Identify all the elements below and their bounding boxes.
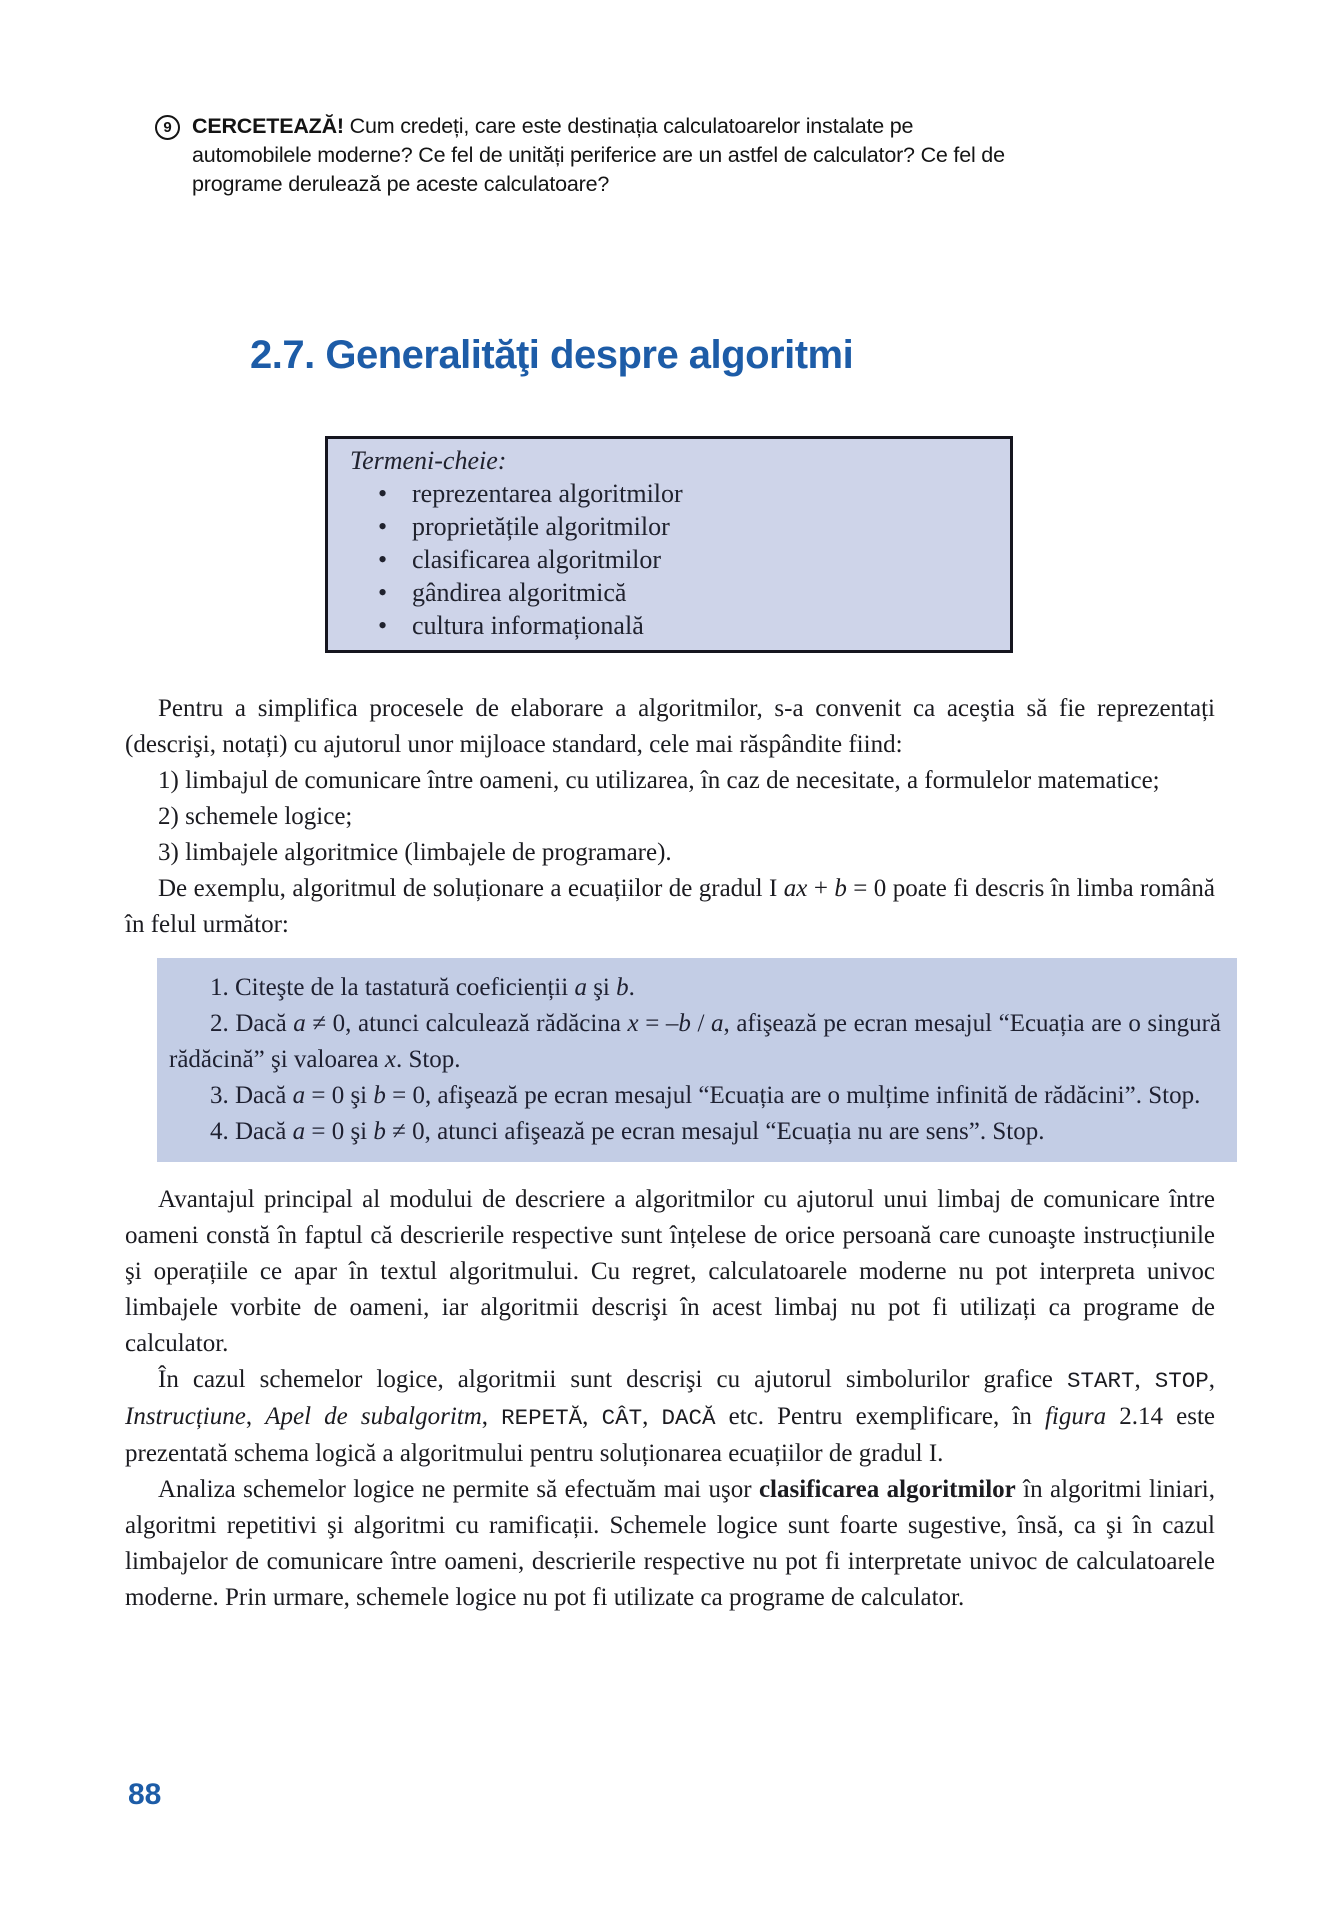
research-prompt [155, 112, 1023, 199]
algorithm-step: 3. Dacă a = 0 şi b = 0, afişează pe ecran mesajul “Ecuația are o mulțime infinită de rădăcini”. Stop. [210, 1082, 1201, 1109]
task-number-circle-icon: 9 [155, 115, 180, 140]
key-terms-item: • proprietățile algoritmilor [350, 510, 992, 543]
paragraph: 2) schemele logice; [158, 803, 353, 830]
key-terms-item: • reprezentarea algoritmilor [350, 477, 992, 510]
research-text: Cum credeți, care este destinația calculatoarelor instalate pe automobilele moderne? Ce fel de unități periferice are un astfel de calculator? Ce fel de programe derulează pe aceste calculatoare? [192, 114, 1005, 196]
algorithm-step: 4. Dacă a = 0 şi b ≠ 0, atunci afişează pe ecran mesajul “Ecuația nu are sens”. Stop. [210, 1118, 1045, 1145]
algorithm-steps-box [157, 958, 1237, 1162]
key-terms-list [350, 477, 992, 642]
paragraph: De exemplu, algoritmul de soluționare a ecuațiilor de gradul I ax + b = 0 poate fi descris în limba română în felul următor: [125, 875, 1215, 938]
paragraph: 1) limbajul de comunicare între oameni, cu utilizarea, în caz de necesitate, a formulelor matematice; [158, 767, 1160, 794]
paragraph: Avantajul principal al modului de descriere a algoritmilor cu ajutorul unui limbaj de comunicare între oameni constă în faptul că descrierile respective sunt înțelese de orice persoană care cunoaşte instrucțiunile şi operațiile ce apar în textul algoritmului. Cu regret, calculatoarele moderne nu pot interpreta univoc limbajele vorbite de oameni, iar algoritmii descrişi în acest limbaj nu pot fi utilizați ca programe de calculator. [125, 1186, 1215, 1357]
paragraph: Analiza schemelor logice ne permite să efectuăm mai uşor clasificarea algoritmilor în algoritmi liniari, algoritmi repetitivi şi algoritmi cu ramificații. Schemele logice sunt foarte sugestive, însă, ca şi în cazul limbajelor de comunicare între oameni, descrierile respective nu pot fi interpretate univoc de calculatoarele moderne. Prin urmare, schemele logice nu pot fi utilizate ca programe de calculator. [125, 1476, 1215, 1611]
key-terms-box [325, 436, 1013, 653]
section-heading: 2.7. Generalităţi despre algoritmi [250, 333, 854, 377]
key-terms-item: • clasificarea algoritmilor [350, 543, 992, 576]
body-text-intro [125, 691, 1215, 943]
research-label: CERCETEAZĂ! [192, 114, 344, 138]
page-number: 88 [128, 1778, 162, 1811]
key-terms-item: • cultura informațională [350, 609, 992, 642]
key-terms-title: Termeni-cheie: [350, 446, 507, 475]
paragraph: În cazul schemelor logice, algoritmii sunt descrişi cu ajutorul simbolurilor grafice START, STOP, Instrucțiune, Apel de subalgoritm, REPETĂ, CÂT, DACĂ etc. Pentru exemplificare, în figura 2.14 este prezentată schema logică a algoritmului pentru soluționarea ecuațiilor de gradul I. [125, 1366, 1215, 1467]
paragraph: 3) limbajele algoritmice (limbajele de programare). [158, 839, 672, 866]
body-text-outro [125, 1182, 1215, 1616]
key-terms-item: • gândirea algoritmică [350, 576, 992, 609]
algorithm-step: 2. Dacă a ≠ 0, atunci calculează rădăcina x = –b / a, afişează pe ecran mesajul “Ecuația are o singură rădăcină” şi valoarea x. Stop. [169, 1010, 1221, 1073]
paragraph: Pentru a simplifica procesele de elaborare a algoritmilor, s-a convenit ca aceştia să fie reprezentați (descrişi, notați) cu ajutorul unor mijloace standard, cele mai răspândite fiind: [125, 695, 1215, 758]
algorithm-step: 1. Citeşte de la tastatură coeficienții a şi b. [210, 974, 635, 1001]
